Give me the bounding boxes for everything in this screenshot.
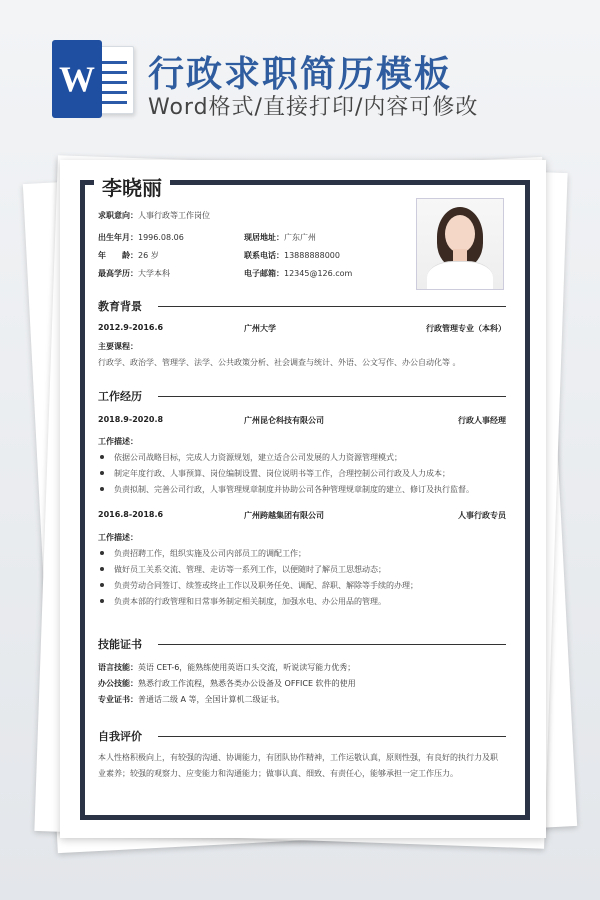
candidate-photo <box>416 198 504 290</box>
job-intent: 求职意向：人事行政等工作岗位 <box>98 211 210 220</box>
info-age: 年 龄：26 岁 <box>98 251 159 260</box>
job-duty: 制定年度行政、人事预算、岗位编制设置、岗位说明书等工作，合理控制公司行政及人力成本； <box>114 469 450 478</box>
job-duty: 负责拟制、完善公司行政，人事管理规章制度并协助公司各种管理规章制度的建立、修订及执行监督。 <box>114 485 474 494</box>
courses-label: 主要课程： <box>98 342 138 351</box>
section-divider <box>158 644 506 645</box>
banner-title: 行政求职简历模板 <box>148 54 453 95</box>
info-phone: 联系电话：13888888000 <box>244 251 340 260</box>
job-duty: 负责招聘工作，组织实施及公司内部员工的调配工作； <box>114 549 306 558</box>
section-self-heading: 自我评价 <box>98 730 142 743</box>
job-desc-label: 工作描述： <box>98 437 138 446</box>
info-education: 最高学历：大学本科 <box>98 269 170 278</box>
section-skills-heading: 技能证书 <box>98 638 142 651</box>
word-icon <box>52 40 134 118</box>
job-duty: 负责本部的行政管理和日常事务制定相关制度，加强水电、办公用品的管理。 <box>114 597 386 606</box>
skill-office: 办公技能：熟悉行政工作流程，熟悉各类办公设备及 OFFICE 软件的使用 <box>98 679 356 688</box>
section-education-heading: 教育背景 <box>98 300 142 313</box>
info-address: 现居地址：广东广州 <box>244 233 316 242</box>
candidate-name: 李晓丽 <box>94 172 170 201</box>
courses-text: 行政学、政治学、管理学、法学、公共政策分析、社会调查与统计、外语、公文写作、办公自动化等 。 <box>98 358 461 367</box>
banner-subtitle: Word格式/直接打印/内容可修改 <box>148 95 479 120</box>
job-duty: 做好员工关系交流、管理、走访等一系列工作，以便随时了解员工思想动态； <box>114 565 386 574</box>
job-duty: 负责劳动合同签订、续签或终止工作以及职务任免、调配、辞职、解除等手续的办理； <box>114 581 418 590</box>
section-divider <box>158 306 506 307</box>
word-logo-tile: W <box>52 40 102 118</box>
section-divider <box>158 396 506 397</box>
info-email: 电子邮箱：12345@126.com <box>244 269 353 278</box>
info-birth: 出生年月：1996.08.06 <box>98 233 184 242</box>
section-work-heading: 工作经历 <box>98 390 142 403</box>
self-evaluation-text: 本人性格积极向上，有较强的沟通、协调能力，有团队协作精神，工作运敬认真，原则性强，有良好的执行力及职业素养；较强的观察力、应变能力和沟通能力；做事认真、细致、有责任心，能够承担一定工作压力。 <box>98 753 498 778</box>
job-duty: 依据公司战略目标，完成人力资源规划，建立适合公司发展的人力资源管理模式； <box>114 453 402 462</box>
skill-language: 语言技能：英语 CET-6，能熟练使用英语口头交流，听说读写能力优秀； <box>98 663 356 672</box>
resume-page: 李晓丽 求职意向：人事行政等工作岗位 出生年月：1996.08.06 现居地址：广东广州 年 龄：26 岁 联系电话：13888888000 最高学历：大学本科 电子邮箱：12345@126.com 教育背景 2012.9-2016.6 广州大学 行政管理专业（本科） 主要课程： 行政学、政治学、管理学、法学、公共政策分析、社会调查与统计、外语、公文写作、办公自动化等 。 工作经历 2018.9-2020.8 广州昆仑科技有限公司 行政人事经理 工作描述： 依据公司战略目标，完成人力资源规划，建立适合公司发展的人力资源管理模式； 制定年度行政、人事预算、岗位编制设置、岗位说明书等工作，合理控制公司行政及人力成本； 负责拟制、完善公司行政，人事管理规章制度并协助公司各种管理规章制度的建立、修订及执行监督。 2016.8-2018.6 广州跨越集团有限公司 人事行政专员 工作描述： 负责招聘工作，组织实施及公司内部员工的调配工作； 做好员工关系交流、管理、走访等一系列工作，以便随时了解员工思想动态； 负责劳动合同签订、续签或终止工作以及职务任免、调配、辞职、解除等手续的办理； 负责本部的行政管理和日常事务制定相关制度，加强水电、办公用品的管理。 技能证书 语言技能：英语 CET-6，能熟练使用英语口头交流，听说读写能力优秀； 办公技能：熟悉行政工作流程，熟悉各类办公设备及 OFFICE 软件的使用 专业证书：普通话二级 A 等，全国计算机二级证书。 自我评价 本人性格积极向上，有较强的沟通、协调能力，有团队协作精神，工作运敬认真，原则性强，有良好的执行力及职业素养；较强的观察力、应变能力和沟通能力；做事认真、细致、有责任心，能够承担一定工作压力。 <box>60 160 546 838</box>
section-divider <box>158 736 506 737</box>
skill-certificate: 专业证书：普通话二级 A 等，全国计算机二级证书。 <box>98 695 285 704</box>
job-desc-label: 工作描述： <box>98 533 138 542</box>
